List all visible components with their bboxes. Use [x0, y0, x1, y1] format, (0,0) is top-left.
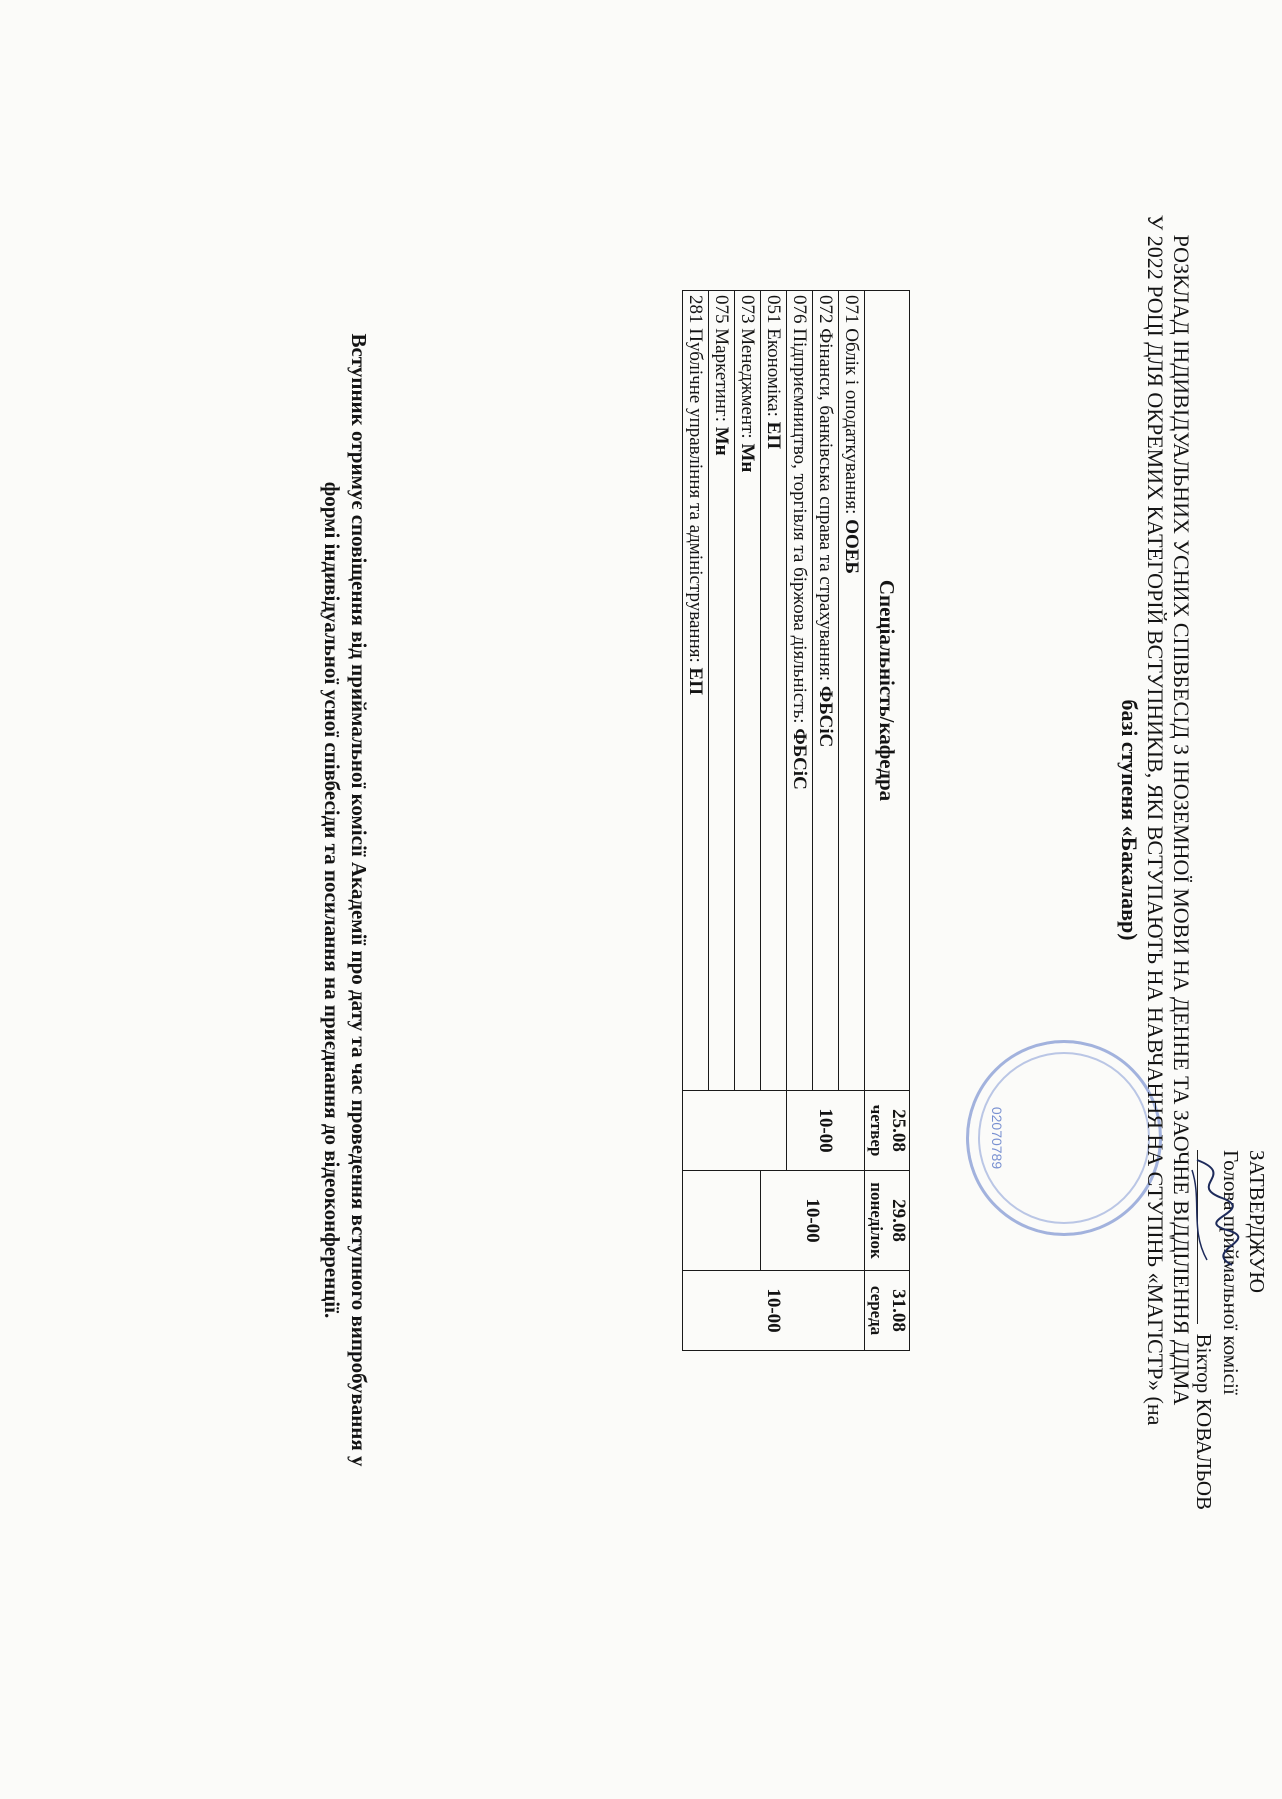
date-3: 31.08 [888, 1289, 909, 1332]
notification-note [318, 100, 372, 1700]
document-title [1116, 40, 1194, 1600]
specialty-name: 076 Підприємництво, торгівля та біржова діяльність: [789, 295, 811, 729]
specialty-name: 051 Економіка: [763, 295, 785, 422]
note-line-1: Вступник отримує сповіщення від приймальної комісії Академії про дату та час проведення вступного випробування у [347, 333, 371, 1467]
table-header-row [865, 291, 910, 1351]
column-header-date-2 [865, 1171, 910, 1271]
department-code: Мн [711, 426, 733, 456]
column-header-date-3 [865, 1271, 910, 1351]
department-code: Мн [737, 443, 759, 473]
approval-position: Голова приймальної комісії [1219, 1150, 1243, 1395]
specialty-cell [683, 291, 709, 1091]
specialty-name: 071 Облік і оподаткування: [841, 295, 863, 520]
specialty-cell [709, 291, 735, 1091]
specialty-name: 073 Менеджмент: [737, 295, 759, 444]
specialty-name: 075 Маркетинг: [711, 295, 733, 427]
stamp-code: 02070789 [989, 1106, 1005, 1170]
table-row [839, 291, 865, 1351]
specialty-name: 281 Публічне управління та адміністрування: [685, 295, 707, 668]
time-cell-31-08: 10-00 [683, 1271, 865, 1351]
date-2: 29.08 [888, 1199, 909, 1242]
department-code: ООЕБ [841, 519, 863, 574]
empty-cell-29-08 [683, 1171, 761, 1271]
department-code: ФБСіС [789, 728, 811, 790]
time-cell-29-08: 10-00 [761, 1171, 865, 1271]
department-code: ФБСіС [815, 685, 837, 748]
specialty-cell [735, 291, 761, 1091]
specialty-cell [813, 291, 839, 1091]
department-code: ЕП [763, 421, 785, 450]
approval-name: Віктор КОВАЛЬОВ [1192, 1333, 1216, 1510]
empty-cell-25-08 [683, 1091, 787, 1171]
title-line-3: базі ступеня «Бакалавр) [1117, 699, 1142, 941]
schedule-table [682, 290, 910, 1351]
specialty-cell [761, 291, 787, 1091]
note-line-2: формі індивідуальної усної співбесіди та посилання на приєднання до відеоконференції. [320, 481, 344, 1319]
specialty-cell [839, 291, 865, 1091]
table-row [735, 291, 761, 1351]
title-line-2: У 2022 РОЦІ ДЛЯ ОКРЕМИХ КАТЕГОРІЙ ВСТУПНИКІВ, ЯКІ ВСТУПАЮТЬ НА НАВЧАННЯ НА СТУПІНЬ «МАГІСТР» (на [1143, 214, 1168, 1426]
column-header-date-1 [865, 1091, 910, 1171]
column-header-specialty: Спеціальність/кафедра [865, 291, 910, 1091]
day-1: четвер [867, 1104, 886, 1157]
specialty-name: 072 Фінанси, банківська справа та страхування: [815, 295, 837, 686]
date-1: 25.08 [888, 1109, 909, 1152]
time-cell-25-08: 10-00 [787, 1091, 865, 1171]
day-2: понеділок [867, 1182, 886, 1259]
specialty-cell [787, 291, 813, 1091]
approval-title: ЗАТВЕРДЖУЮ [1245, 1150, 1269, 1293]
title-line-1: РОЗКЛАД ІНДИВІДУАЛЬНИХ УСНИХ СПІВБЕСІД З ІНОЗЕМНОЇ МОВИ НА ДЕННЕ ТА ЗАОЧНЕ ВІДДІЛЕННЯ ДДМА [1169, 234, 1194, 1406]
department-code: ЕП [685, 667, 707, 695]
day-3: середа [867, 1285, 886, 1336]
